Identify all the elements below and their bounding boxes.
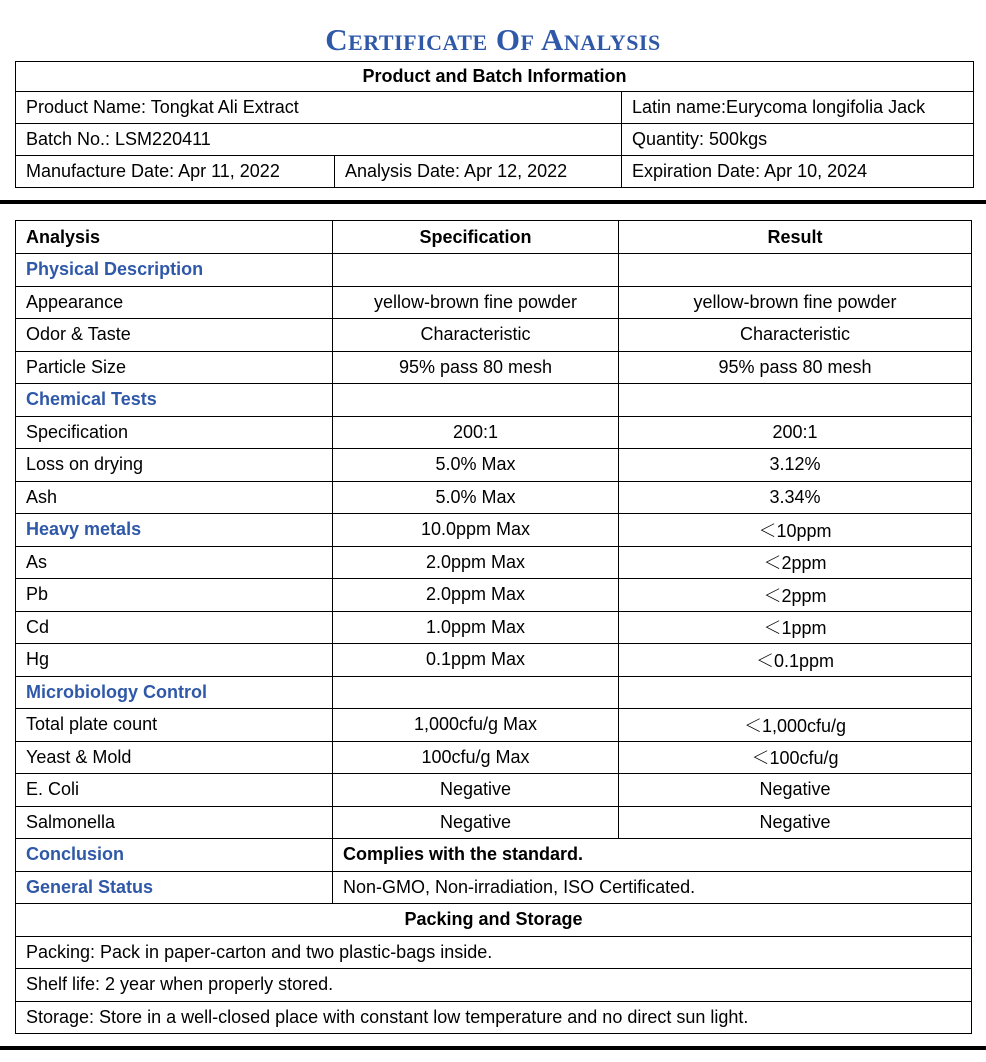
section-divider-top [0,200,986,204]
specification-cell: Negative [333,806,619,839]
result-cell [619,384,972,417]
table-row [16,351,972,384]
specification-cell: Negative [333,774,619,807]
test-name: Pb [16,579,333,612]
table-row [16,579,972,612]
table-row [16,741,972,774]
section-title: Microbiology Control [16,676,333,709]
result-cell: Negative [619,806,972,839]
specification-cell: 1,000cfu/g Max [333,709,619,742]
packing-text: Packing: Pack in paper-carton and two plastic-bags inside. [16,936,972,969]
table-row [16,774,972,807]
specification-cell: 100cfu/g Max [333,741,619,774]
specification-cell: 2.0ppm Max [333,546,619,579]
result-cell: Characteristic [619,319,972,352]
expiration-date: Expiration Date: Apr 10, 2024 [622,156,974,188]
manufacture-date: Manufacture Date: Apr 11, 2022 [16,156,335,188]
test-name: Ash [16,481,333,514]
test-name: Yeast & Mold [16,741,333,774]
test-name: Loss on drying [16,449,333,482]
specification-cell: 95% pass 80 mesh [333,351,619,384]
latin-name: Latin name:Eurycoma longifolia Jack [622,92,974,124]
column-header-result: Result [619,221,972,254]
section-title: Chemical Tests [16,384,333,417]
specification-cell [333,384,619,417]
test-name: Odor & Taste [16,319,333,352]
general-status-label: General Status [16,871,333,904]
test-name: E. Coli [16,774,333,807]
table-row [16,481,972,514]
specification-cell: 5.0% Max [333,481,619,514]
test-name: Specification [16,416,333,449]
analysis-table [15,220,972,1034]
test-name: Cd [16,611,333,644]
test-name: Appearance [16,286,333,319]
result-cell: yellow-brown fine powder [619,286,972,319]
batch-number: Batch No.: LSM220411 [16,124,622,156]
result-cell [619,254,972,287]
specification-cell: 1.0ppm Max [333,611,619,644]
result-cell [619,676,972,709]
table-row [16,319,972,352]
result-cell: ＜2ppm [619,546,972,579]
result-cell: 200:1 [619,416,972,449]
result-cell: 95% pass 80 mesh [619,351,972,384]
specification-cell: 10.0ppm Max [333,514,619,547]
conclusion-value: Complies with the standard. [333,839,972,872]
section-row [16,254,972,287]
specification-cell: yellow-brown fine powder [333,286,619,319]
conclusion-label: Conclusion [16,839,333,872]
specification-cell: Characteristic [333,319,619,352]
result-cell: ＜1,000cfu/g [619,709,972,742]
column-header-specification: Specification [333,221,619,254]
result-cell: ＜0.1ppm [619,644,972,677]
table-row [16,611,972,644]
test-name: As [16,546,333,579]
quantity: Quantity: 500kgs [622,124,974,156]
test-name: Salmonella [16,806,333,839]
test-name: Hg [16,644,333,677]
section-row [16,676,972,709]
specification-cell: 5.0% Max [333,449,619,482]
specification-cell [333,676,619,709]
table-row [16,709,972,742]
product-batch-info-header: Product and Batch Information [16,62,974,92]
result-cell: Negative [619,774,972,807]
test-name: Total plate count [16,709,333,742]
packing-storage-header: Packing and Storage [16,904,972,937]
table-row [16,449,972,482]
table-row [16,286,972,319]
product-name: Product Name: Tongkat Ali Extract [16,92,622,124]
section-row [16,514,972,547]
shelf-life-text: Shelf life: 2 year when properly stored. [16,969,972,1002]
table-row [16,546,972,579]
result-cell: 3.12% [619,449,972,482]
table-row [16,416,972,449]
specification-cell [333,254,619,287]
result-cell: ＜1ppm [619,611,972,644]
column-header-analysis: Analysis [16,221,333,254]
analysis-date: Analysis Date: Apr 12, 2022 [335,156,622,188]
specification-cell: 2.0ppm Max [333,579,619,612]
result-cell: ＜10ppm [619,514,972,547]
test-name: Particle Size [16,351,333,384]
result-cell: 3.34% [619,481,972,514]
result-cell: ＜2ppm [619,579,972,612]
specification-cell: 0.1ppm Max [333,644,619,677]
page-title: Certificate Of Analysis [325,22,661,57]
section-divider-bottom [0,1046,986,1050]
specification-cell: 200:1 [333,416,619,449]
section-title: Physical Description [16,254,333,287]
section-row [16,384,972,417]
general-status-value: Non-GMO, Non-irradiation, ISO Certificated. [333,871,972,904]
table-row [16,644,972,677]
result-cell: ＜100cfu/g [619,741,972,774]
storage-text: Storage: Store in a well-closed place with constant low temperature and no direct sun light. [16,1001,972,1034]
product-batch-info-table [15,61,974,188]
section-title: Heavy metals [16,514,333,547]
table-row [16,806,972,839]
